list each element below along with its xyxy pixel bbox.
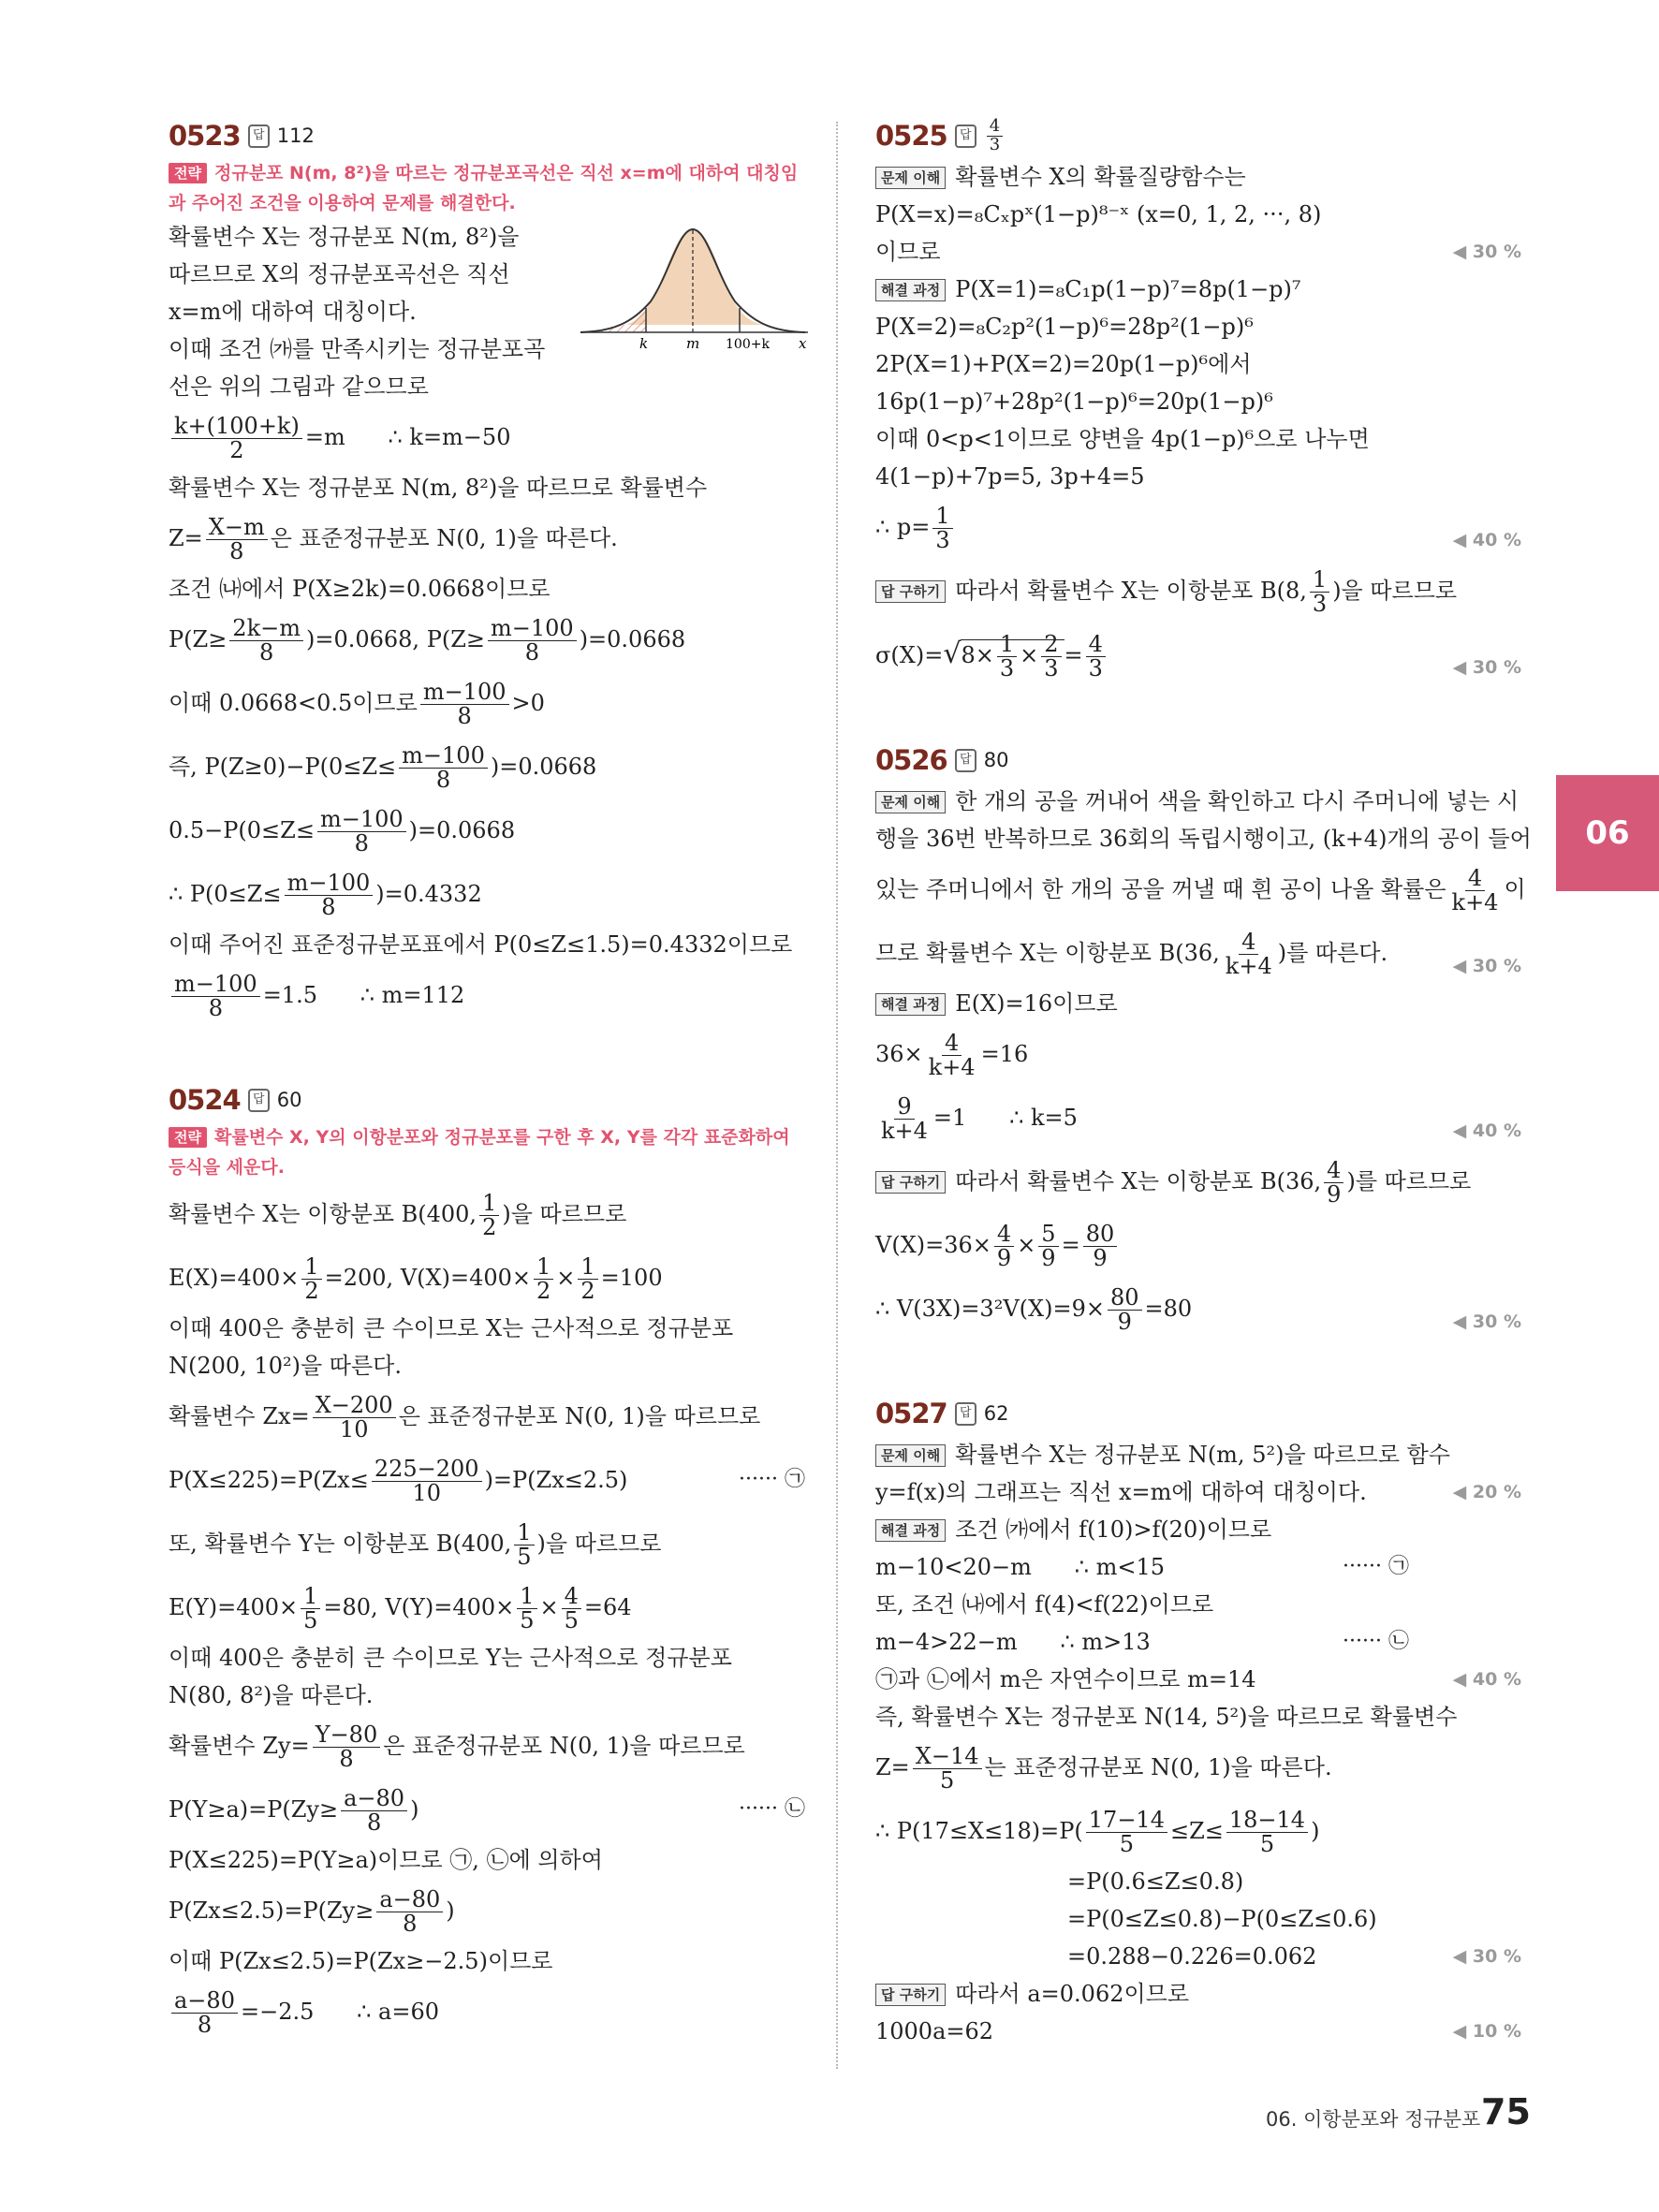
text-line: 문제 이해 한 개의 공을 꺼내어 색을 확인하고 다시 주머니에 넣는 시 [875, 783, 1521, 820]
text-line: 확률변수 X는 정규분포 N(m, 8²)을 [169, 224, 520, 250]
text-line: N(200, 10²)을 따른다. [169, 1353, 402, 1379]
equation: ∴ P(17≤X≤18)=P( $\frac{17-14}{5}$ ≤Z≤ $\frac{18-14}{5}$ ) [875, 1806, 1320, 1857]
fig-label-x: x [799, 335, 807, 352]
text-line: P(X=2)=₈C₂p²(1−p)⁶=28p²(1−p)⁶ [875, 314, 1254, 340]
text-line: 문제 이해 확률변수 X는 정규분포 N(m, 5²)을 따르므로 함수 [875, 1436, 1521, 1473]
text-line: 이때 0<p<1이므로 양변을 4p(1−p)⁶으로 나누면 [875, 426, 1370, 452]
text-line: ㉠과 ㉡에서 m은 자연수이므로 m=14 ◀ 40 % [875, 1666, 1521, 1692]
problem-number: 0527 [875, 1398, 947, 1429]
equation: ∴ V(3X)=3²V(X)=9× $\frac{80}{9}$ =80 ◀ 30 % [875, 1283, 1521, 1335]
text-line: 이때 P(Zx≤2.5)=P(Zx≥−2.5)이므로 [169, 1948, 553, 1974]
equation: 즉, P(Z≥0)−P(0≤Z≤ $\frac{m-100}{8}$ )=0.0668 [169, 741, 597, 793]
equation: E(X)=400× $\frac{1}{2}$ =200, V(X)=400× $\frac{1}{2}$ × $\frac{1}{2}$ =100 [169, 1252, 663, 1304]
text-line: 해결 과정 조건 ㈎에서 f(10)>f(20)이므로 [875, 1511, 1521, 1548]
equation: 확률변수 Zy= $\frac{Y-80}{8}$ 은 표준정규분포 N(0, 1)을 따르므로 [169, 1721, 745, 1772]
text-line: 2P(X=1)+P(X=2)=20p(1−p)⁶에서 [875, 351, 1252, 377]
equation: P(X≤225)=P(Zx≤ $\frac{225-200}{10}$ )=P(Zx≤2.5) ······ ㉠ [169, 1455, 805, 1506]
equation: 또, 확률변수 Y는 이항분포 B(400, $\frac{1}{5}$ )을 따르므로 [169, 1518, 662, 1570]
answer-icon: 답 [248, 1089, 270, 1112]
problem-number: 0525 [875, 120, 947, 152]
equation: 므로 확률변수 X는 이항분포 B(36, $\frac{4}{k+4}$ )를 따른다. ◀ 30 % [875, 928, 1521, 979]
text-line: =P(0.6≤Z≤0.8) [1067, 1868, 1244, 1895]
strategy: 전략 정규분포 N(m, 8²)을 따르는 정규분포곡선은 직선 x=m에 대하여 대칭임 과 주어진 조건을 이용하여 문제를 해결한다. [169, 163, 799, 213]
equation: 36× $\frac{4}{k+4}$ =16 [875, 1029, 1029, 1080]
problem-0523 [169, 117, 805, 1027]
answer-value: 62 [983, 1402, 1009, 1425]
answer-value: 60 [276, 1089, 302, 1111]
problem-number: 0523 [169, 120, 241, 152]
text-line: 4(1−p)+7p=5, 3p+4=5 [875, 463, 1145, 490]
equation: σ(X)=√8× $\frac{1}{3}$ × $\frac{2}{3}$ = $\frac{4}{3}$ ◀ 30 % [875, 630, 1521, 681]
text-line: =0.288−0.226=0.062 ◀ 30 % [1067, 1943, 1521, 1970]
text-line: 답 구하기 따라서 a=0.062이므로 [875, 1975, 1521, 2013]
equation: ∴ P(0≤Z≤ $\frac{m-100}{8}$ )=0.4332 [169, 869, 482, 920]
equation: Z= $\frac{X-14}{5}$ 는 표준정규분포 N(0, 1)을 따른다. [875, 1742, 1332, 1794]
problem-number: 0526 [875, 744, 947, 776]
equation: $\frac{9}{k+4}$ =1 ∴ k=5 ◀ 40 % [881, 1092, 1521, 1144]
text-line: 또, 조건 ㈏에서 f(4)<f(22)이므로 [875, 1591, 1214, 1618]
problem-0524 [169, 1081, 805, 2044]
problem-number: 0524 [169, 1084, 241, 1116]
equation: V(X)=36× $\frac{4}{9}$ × $\frac{5}{9}$ = $\frac{80}{9}$ [875, 1213, 1521, 1277]
answer-value: 80 [983, 749, 1009, 771]
page-number: 75 [1481, 2091, 1531, 2132]
problem-0526 [875, 741, 1532, 1340]
equation: 확률변수 Zx= $\frac{X-200}{10}$ 은 표준정규분포 N(0, 1)을 따르므로 [169, 1391, 761, 1443]
text-line: 해결 과정 E(X)=16이므로 [875, 985, 1521, 1022]
text-line: 즉, 확률변수 X는 정규분포 N(14, 5²)을 따르므로 확률변수 [875, 1704, 1458, 1730]
equation: $\frac{m-100}{8}$ =1.5 ∴ m=112 [169, 963, 805, 1027]
equation: 답 구하기 따라서 확률변수 X는 이항분포 B(8, $\frac{1}{3}$ )을 따르므로 [875, 559, 1521, 623]
right-column [875, 115, 1532, 2050]
footer-chapter-title: 06. 이항분포와 정규분포 [1266, 2108, 1481, 2131]
text-line: N(80, 8²)을 따른다. [169, 1682, 374, 1708]
equation: 있는 주머니에서 한 개의 공을 꺼낼 때 흰 공이 나올 확률은 $\frac{4}{k+4}$ 이 [875, 864, 1526, 916]
equation: Z= $\frac{X-m}{8}$ 은 표준정규분포 N(0, 1)을 따른다. [169, 513, 618, 564]
equation: $\frac{k+(100+k)}{2}$ =m ∴ k=m−50 [169, 405, 805, 469]
text-line: x=m에 대하여 대칭이다. [169, 299, 417, 325]
left-column [169, 117, 805, 2044]
text-line: 해결 과정 P(X=1)=₈C₁p(1−p)⁷=8p(1−p)⁷ [875, 271, 1521, 308]
problem-0527 [875, 1395, 1521, 2050]
text-line: 선은 위의 그림과 같으므로 [169, 374, 429, 400]
text-line: 문제 이해 확률변수 X의 확률질량함수는 [875, 158, 1521, 196]
text-line: P(X=x)=₈Cₓpˣ(1−p)⁸⁻ˣ (x=0, 1, 2, ···, 8) [875, 201, 1322, 227]
text-line: 이때 400은 충분히 큰 수이므로 X는 근사적으로 정규분포 [169, 1315, 734, 1341]
text-line: 행을 36번 반복하므로 36회의 독립시행이고, (k+4)개의 공이 들어 [875, 826, 1532, 852]
column-divider [836, 122, 838, 2069]
text-line: 이때 400은 충분히 큰 수이므로 Y는 근사적으로 정규분포 [169, 1645, 732, 1671]
fig-label-100k: 100+k [726, 337, 770, 352]
text-line: 조건 ㈏에서 P(X≥2k)=0.0668이므로 [169, 576, 551, 602]
answer-icon: 답 [955, 1402, 976, 1426]
answer-icon: 답 [248, 125, 270, 148]
answer-icon: 답 [955, 749, 976, 772]
equation: 확률변수 X는 이항분포 B(400, $\frac{1}{2}$ )을 따르므로 [169, 1189, 627, 1240]
text-line: 이므로 ◀ 30 % [875, 239, 1521, 265]
equation: P(Z≥ $\frac{2k-m}{8}$ )=0.0668, P(Z≥ $\frac{m-100}{8}$ )=0.0668 [169, 614, 686, 666]
text-line: P(X≤225)=P(Y≥a)이므로 ㉠, ㉡에 의하여 [169, 1847, 603, 1873]
equation: 이때 0.0668<0.5이므로 $\frac{m-100}{8}$ >0 [169, 678, 545, 729]
equation: P(Zx≤2.5)=P(Zy≥ $\frac{a-80}{8}$ ) [169, 1885, 455, 1937]
answer-icon: 답 [955, 125, 976, 148]
equation: ∴ p= $\frac{1}{3}$ ◀ 40 % [875, 502, 1521, 553]
answer-value: $\frac{4}{3}$ [987, 118, 1003, 154]
problem-0525 [875, 117, 1521, 687]
text-line: y=f(x)의 그래프는 직선 x=m에 대하여 대칭이다. ◀ 20 % [875, 1479, 1521, 1505]
text-line: =P(0≤Z≤0.8)−P(0≤Z≤0.6) [1067, 1906, 1377, 1932]
equation: E(Y)=400× $\frac{1}{5}$ =80, V(Y)=400× $\frac{1}{5}$ × $\frac{4}{5}$ =64 [169, 1582, 632, 1633]
normal-curve-figure [576, 222, 815, 353]
strategy-tag: 전략 [169, 163, 207, 183]
answer-value: 112 [276, 125, 315, 147]
strategy-tag: 전략 [169, 1127, 207, 1148]
text-line: m−10<20−m ∴ m<15 ······ ㉠ [875, 1554, 1409, 1580]
text-line: 따르므로 X의 정규분포곡선은 직선 [169, 261, 510, 287]
text-line: m−4>22−m ∴ m>13 ······ ㉡ [875, 1629, 1409, 1655]
text-line: 1000a=62 ◀ 10 % [875, 2018, 1521, 2044]
fig-label-m: m [686, 335, 700, 352]
equation: P(Y≥a)=P(Zy≥ $\frac{a-80}{8}$ ) ······ ㉡ [169, 1784, 805, 1836]
equation: 0.5−P(0≤Z≤ $\frac{m-100}{8}$ )=0.0668 [169, 805, 516, 857]
text-line: 확률변수 X는 정규분포 N(m, 8²)을 따르므로 확률변수 [169, 475, 708, 501]
fig-label-k: k [639, 335, 649, 352]
strategy: 전략 확률변수 X, Y의 이항분포와 정규분포를 구한 후 X, Y를 각각 표준화하여 등식을 세운다. [169, 1127, 790, 1178]
equation: $\frac{a-80}{8}$ =−2.5 ∴ a=60 [169, 1980, 805, 2044]
chapter-tab: 06 [1556, 775, 1659, 891]
equation: 답 구하기 따라서 확률변수 X는 이항분포 B(36, $\frac{4}{9}$ )를 따르므로 [875, 1150, 1521, 1213]
text-line: 16p(1−p)⁷+28p²(1−p)⁶=20p(1−p)⁶ [875, 388, 1273, 415]
text-line: 이때 주어진 표준정규분포표에서 P(0≤Z≤1.5)=0.4332이므로 [169, 931, 793, 958]
text-line: 이때 조건 ㈎를 만족시키는 정규분포곡 [169, 336, 546, 362]
